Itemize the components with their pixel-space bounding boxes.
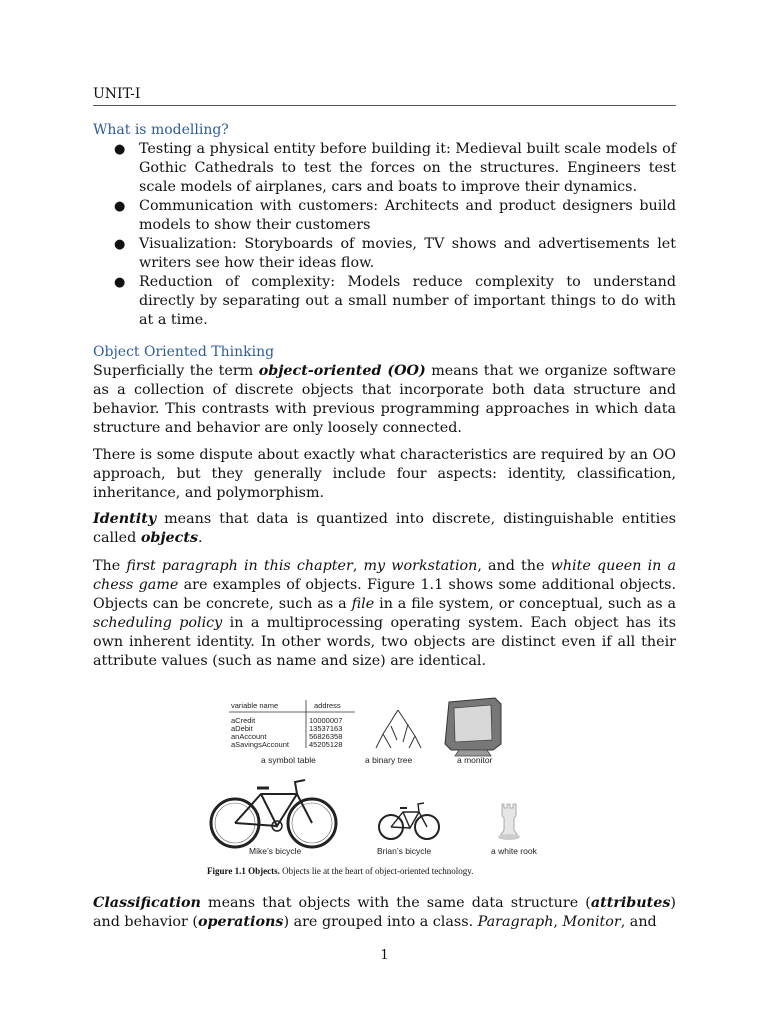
table-cell: 13537163 xyxy=(309,724,343,733)
page-number: 1 xyxy=(380,948,389,963)
table-header: variable name xyxy=(231,701,279,710)
paragraph-block xyxy=(93,446,676,503)
list-item-text: Testing a physical entity before building it: Medieval built scale models of Gothic Cathedrals to test the forces on the structures. Engineers test scale models of airplanes, cars and boats to improve their dynamics. xyxy=(139,141,676,195)
paragraph-block xyxy=(93,894,676,932)
list-item-text: Visualization: Storyboards of movies, TV shows and advertisements let writers see how their ideas flow. xyxy=(139,236,676,271)
figure-label: Brian’s bicycle xyxy=(377,846,432,856)
bullet-icon: ● xyxy=(114,275,126,290)
unit-header: UNIT-I xyxy=(93,86,676,106)
figure-1-1 xyxy=(205,696,551,882)
list-item-text: Communication with customers: Architects and product designers build models to show their customers xyxy=(139,198,676,233)
monitor-illustration xyxy=(445,698,501,756)
figure-label: a binary tree xyxy=(365,755,413,765)
mikes-bicycle-illustration xyxy=(211,780,336,847)
figure-illustration xyxy=(205,696,551,882)
figure-caption: Figure 1.1 Objects. Objects lie at the heart of object-oriented technology. xyxy=(207,866,474,876)
paragraph: There is some dispute about exactly what characteristics are required by an OO approach, but they generally include four aspects: identity, classification, inheritance, and polymorphism. xyxy=(93,447,676,501)
table-cell: 45205128 xyxy=(309,740,343,749)
symbol-table xyxy=(229,700,355,765)
paragraph-block xyxy=(93,557,676,671)
list-item-text: Reduction of complexity: Models reduce complexity to understand directly by separating out a small number of important things to do with at a time. xyxy=(139,274,676,328)
figure-label: a white rook xyxy=(491,846,537,856)
section-heading: Object Oriented Thinking xyxy=(93,344,275,360)
bullet-list xyxy=(93,140,676,330)
binary-tree-illustration xyxy=(376,710,421,748)
paragraph-block xyxy=(93,510,676,548)
paragraph: Superficially the term object-oriented (OO) means that we organize software as a collection of discrete objects that incorporate both data structure and behavior. This contrasts with previous programming approaches in which data structure and behavior are only loosely connected. xyxy=(93,363,676,436)
paragraph: Classification means that objects with the same data structure (attributes) and behavior (operations) are grouped into a class. Paragraph, Monitor, and xyxy=(93,895,676,930)
section-what-is-modelling xyxy=(93,121,676,330)
list-item xyxy=(93,197,676,235)
figure-label: a monitor xyxy=(457,755,493,765)
section-heading: What is modelling? xyxy=(93,122,229,138)
section-object-oriented-thinking xyxy=(93,343,676,438)
list-item xyxy=(93,140,676,197)
table-cell: aDebit xyxy=(231,724,253,733)
figure-label: Mike’s bicycle xyxy=(249,846,302,856)
bullet-icon: ● xyxy=(114,142,126,157)
bullet-icon: ● xyxy=(114,199,126,214)
table-cell: 10000007 xyxy=(309,716,343,725)
table-cell: aSavingsAccount xyxy=(231,740,289,749)
figure-label: a symbol table xyxy=(261,755,316,765)
bullet-icon: ● xyxy=(114,237,126,252)
paragraph: The first paragraph in this chapter, my workstation, and the white queen in a chess game are examples of objects. Figure 1.1 shows some additional objects. Objects can be concrete, such as a file in a file system, or conceptual, such as a scheduling policy in a multiprocessing operating system. Each object has its own inherent identity. In other words, two objects are distinct even if all their attribute values (such as name and size) are identical. xyxy=(93,558,677,669)
brians-bicycle-illustration xyxy=(379,803,439,839)
table-cell: aCredit xyxy=(231,716,256,725)
table-header: address xyxy=(314,701,341,710)
white-rook-illustration xyxy=(498,804,520,840)
paragraph: Identity means that data is quantized into discrete, distinguishable entities called objects. xyxy=(93,511,676,546)
table-cell: anAccount xyxy=(231,732,267,741)
list-item xyxy=(93,273,676,330)
list-item xyxy=(93,235,676,273)
table-cell: 56826358 xyxy=(309,732,343,741)
